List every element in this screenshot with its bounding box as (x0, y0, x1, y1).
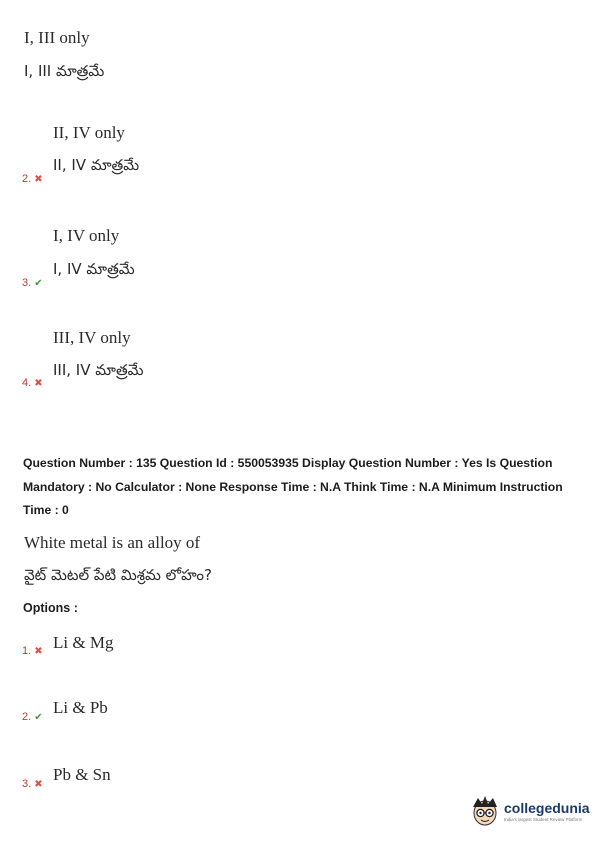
option-text-en: I, IV only (53, 226, 120, 245)
option-text-en: III, IV only (53, 328, 131, 347)
wrong-mark-icon: ✖ (34, 174, 43, 185)
question-meta: Question Number : 135 Question Id : 550053935 Display Question Number : Yes Is Question Mandatory : No Calculator : None Response Time : N.A Think Time : N.A Minimum Instruction Time : 0 (23, 456, 563, 517)
logo-tagline: India's largest Student Review Platform (504, 816, 583, 822)
option-text-en: II, IV only (53, 123, 125, 142)
option-number: 1. ✖ (22, 645, 43, 657)
option-text: Li & Mg (53, 633, 114, 652)
option-number: 4. ✖ (22, 377, 43, 389)
option-text-te: II, IV మాత్రమే (53, 156, 140, 174)
correct-mark-icon: ✔ (34, 278, 43, 289)
option-number: 3. ✖ (22, 778, 43, 790)
option-text-te: I, IV మాత్రమే (53, 260, 135, 278)
option-text-en: I, III only (24, 28, 90, 47)
option-number: 2. ✔ (22, 711, 43, 723)
option-text-te: III, IV మాత్రమే (53, 361, 144, 379)
question-text-en: White metal is an alloy of (24, 533, 201, 552)
options-label: Options : (23, 601, 78, 615)
logo-name: collegedunia (504, 799, 590, 816)
option-number: 2. ✖ (22, 173, 43, 185)
option-text-te: I, III మాత్రమే (24, 62, 105, 80)
wrong-mark-icon: ✖ (34, 779, 43, 790)
wrong-mark-icon: ✖ (34, 646, 43, 657)
wrong-mark-icon: ✖ (34, 378, 43, 389)
correct-mark-icon: ✔ (34, 712, 43, 723)
mascot-icon (470, 795, 500, 827)
option-number: 3. ✔ (22, 277, 43, 289)
option-text: Pb & Sn (53, 765, 111, 784)
option-text: Li & Pb (53, 698, 108, 717)
collegedunia-logo (470, 795, 590, 827)
question-text-te: వైట్ మెటల్ పేటి మిశ్రమ లోహం? (24, 566, 212, 584)
